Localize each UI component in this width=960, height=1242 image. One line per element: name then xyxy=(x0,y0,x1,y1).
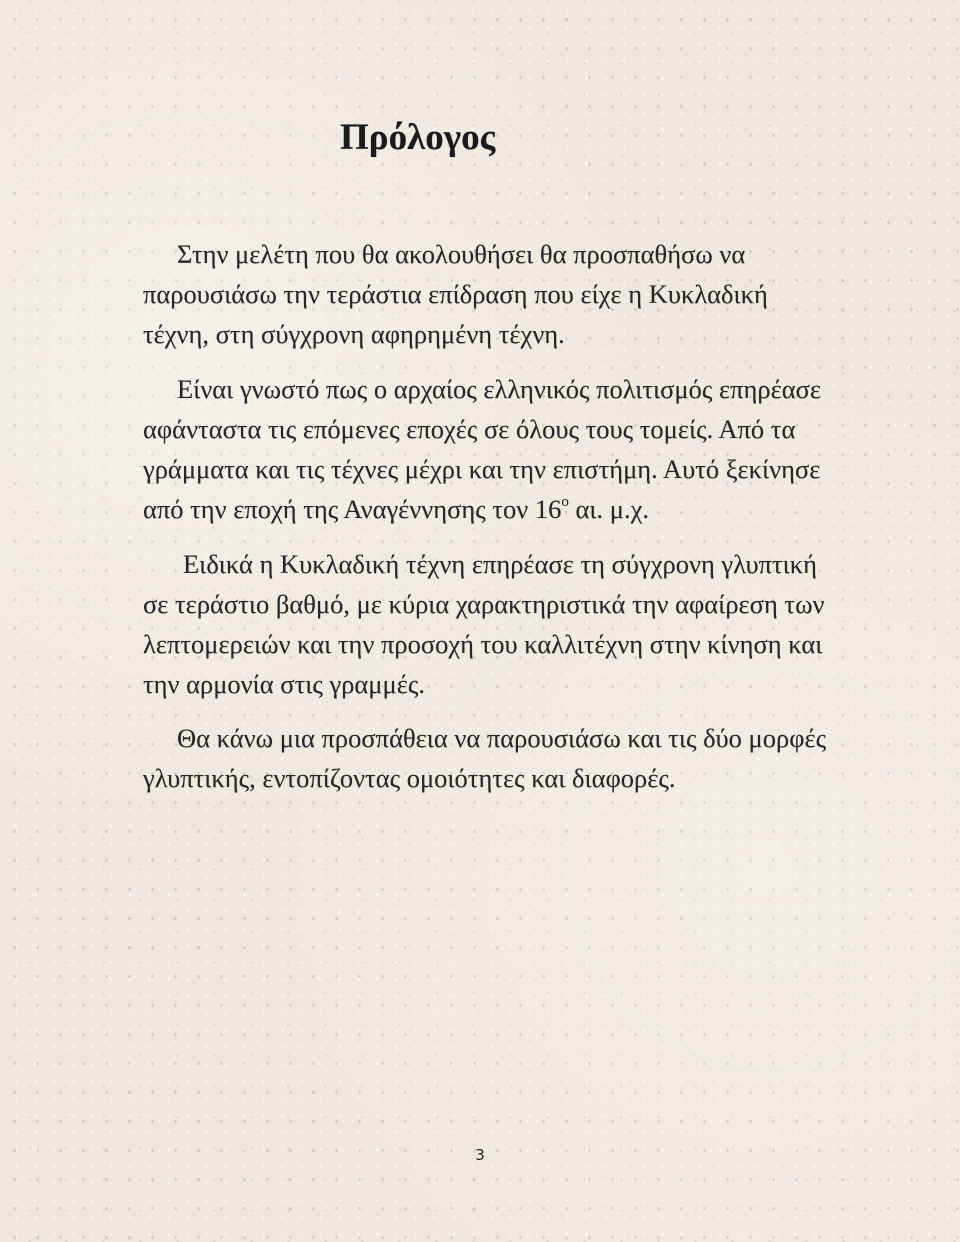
paragraph-plan: Θα κάνω μια προσπάθεια να παρουσιάσω και τις δύο μορφές γλυπτικής, εντοπίζοντας ομοιότητες και διαφορές. xyxy=(143,723,827,793)
paragraph-ancient-influence-end: αι. μ.χ. xyxy=(568,494,649,524)
paragraph-ancient-influence xyxy=(143,369,833,529)
page-title: Πρόλογος xyxy=(340,117,496,158)
paragraph-cycladic-sculpture: Ειδικά η Κυκλαδική τέχνη επηρέασε τη σύγχρονη γλυπτική σε τεράστιο βαθμό, με κύρια χαρακτηριστικά την αφαίρεση των λεπτομερειών και την προσοχή του καλλιτέχνη στην κίνηση και την αρμονία στις γραμμές. xyxy=(143,549,825,699)
ordinal-superscript: ο xyxy=(561,494,569,510)
page-number: 3 xyxy=(475,1146,485,1164)
paragraph-intro: Στην μελέτη που θα ακολουθήσει θα προσπαθήσω να παρουσιάσω την τεράστια επίδραση που είχε η Κυκλαδική τέχνη, στη σύγχρονη αφηρημένη τέχνη. xyxy=(143,239,768,349)
body-text xyxy=(143,234,833,798)
paragraph-ancient-influence-text: Είναι γνωστό πως ο αρχαίος ελληνικός πολιτισμός επηρέασε αφάνταστα τις επόμενες εποχές σε όλους τους τομείς. Από τα γράμματα και τις τέχνες μέχρι και την επιστήμη. Αυτό ξεκίνησε από την εποχή της Αναγέννησης τον 16 xyxy=(143,374,822,524)
